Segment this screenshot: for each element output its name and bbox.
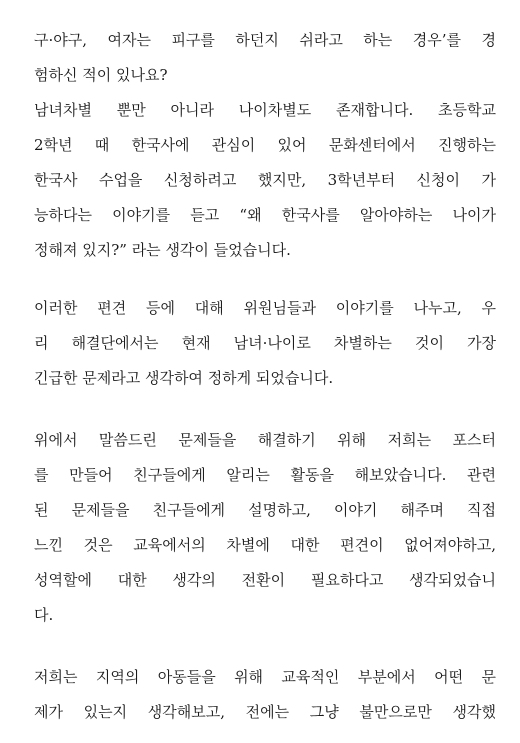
text-line: 된 문제들을 친구들에게 설명하고, 이야기 해주며 직접	[34, 501, 496, 519]
text-line: 위에서 말씀드린 문제들을 해결하기 위해 저희는 포스터	[34, 431, 496, 449]
text-line: 정해져 있지?” 라는 생각이 들었습니다.	[34, 241, 291, 259]
text-line: 긴급한 문제라고 생각하여 정하게 되었습니다.	[34, 369, 334, 387]
text-line: 를 만들어 친구들에게 알리는 활동을 해보았습니다. 관련	[34, 466, 496, 484]
text-line: 느낀 것은 교육에서의 차별에 대한 편견이 없어져야하고,	[34, 536, 496, 554]
text-line: 한국사 수업을 신청하려고 했지만, 3학년부터 신청이 가	[34, 171, 496, 189]
text-line: 성역할에 대한 생각의 전환이 필요하다고 생각되었습니	[34, 571, 496, 589]
text-line: 험하신 적이 있나요?	[34, 66, 168, 84]
text-line: 남녀차별 뿐만 아니라 나이차별도 존재합니다. 초등학교	[34, 101, 496, 119]
text-line: 2학년 때 한국사에 관심이 있어 문화센터에서 진행하는	[34, 136, 496, 154]
text-line: 이러한 편견 등에 대해 위원님들과 이야기를 나누고, 우	[34, 299, 496, 317]
text-line: 제가 있는지 생각해보고, 전에는 그냥 불만으로만 생각했	[34, 703, 496, 721]
text-line: 능하다는 이야기를 듣고 “왜 한국사를 알아야하는 나이가	[34, 206, 496, 224]
text-line: 다.	[34, 606, 54, 624]
text-line: 구·야구, 여자는 피구를 하던지 쉬라고 하는 경우’를 경	[34, 31, 496, 49]
text-line: 저희는 지역의 아동들을 위해 교육적인 부분에서 어떤 문	[34, 668, 496, 686]
text-line: 리 해결단에서는 현재 남녀·나이로 차별하는 것이 가장	[34, 334, 496, 352]
